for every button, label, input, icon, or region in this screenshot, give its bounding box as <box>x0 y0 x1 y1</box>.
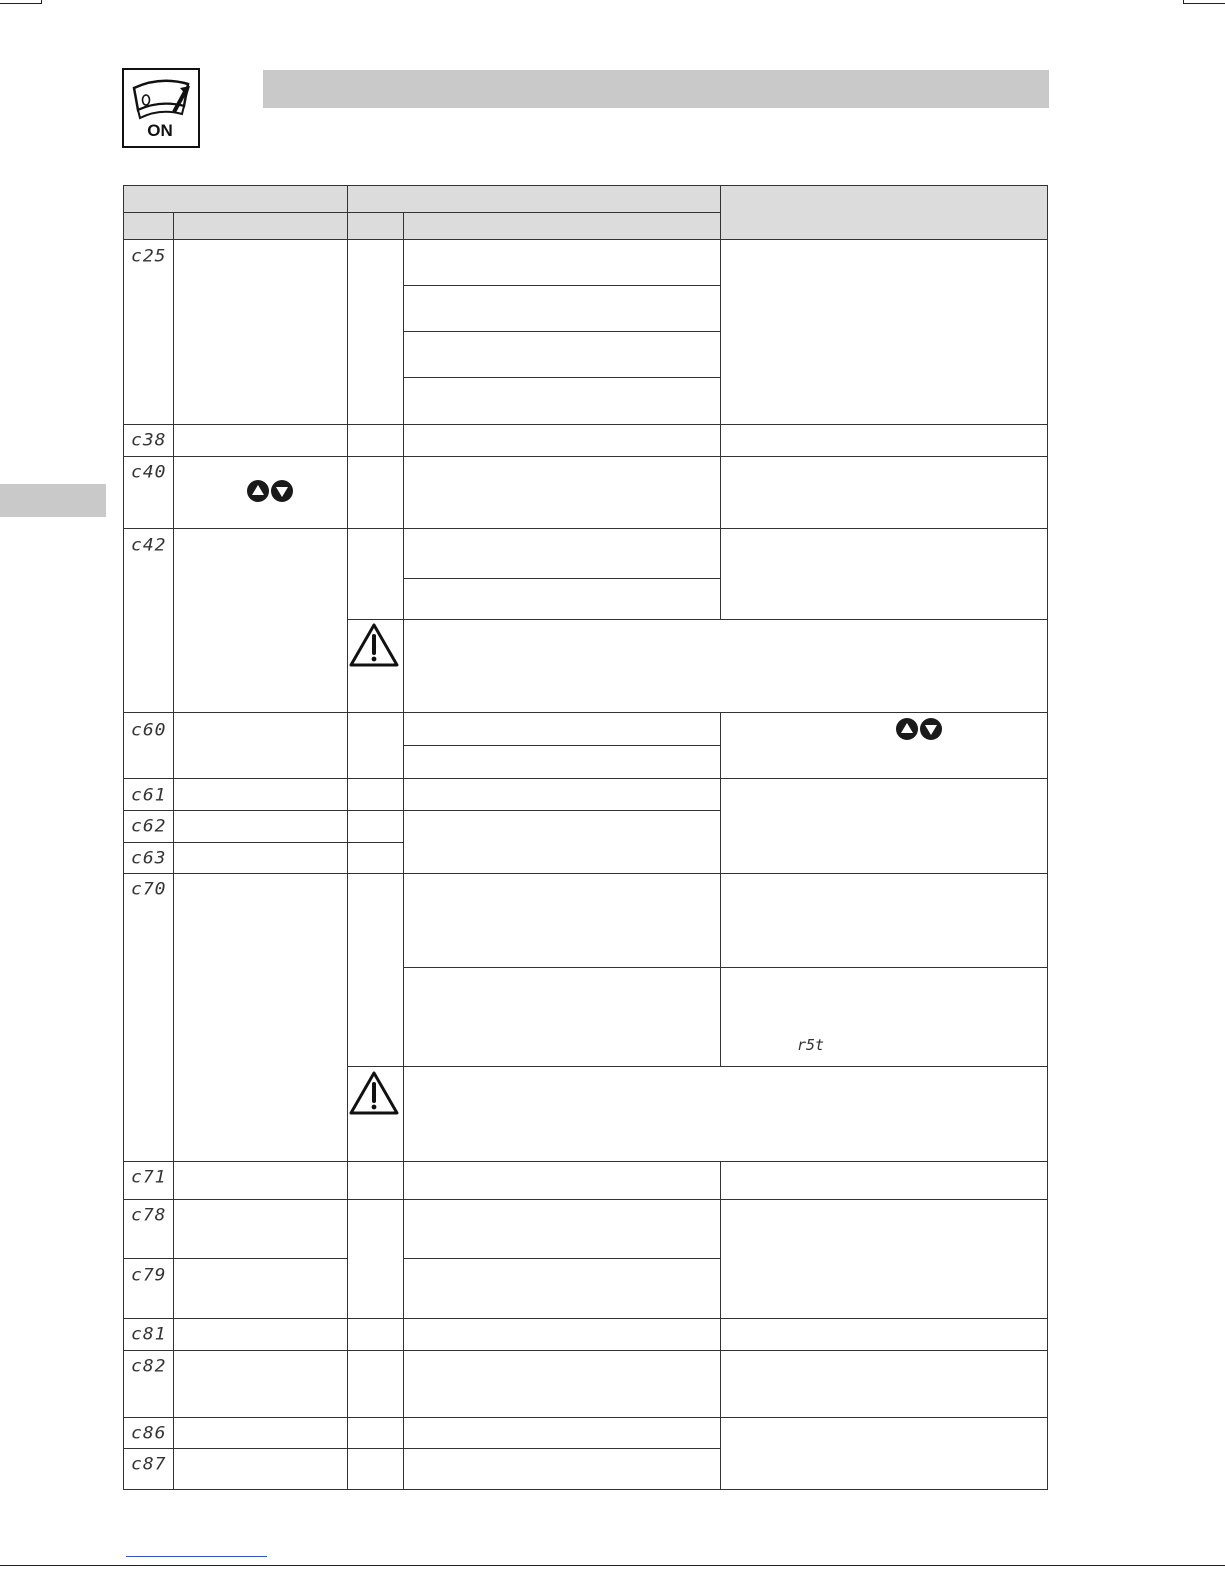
chapter-side-tab <box>0 484 106 517</box>
table-rule <box>720 1350 721 1417</box>
table-rule <box>403 239 404 424</box>
table-rule <box>403 528 404 713</box>
param-code: c25 <box>131 246 167 267</box>
up-down-buttons <box>896 718 944 742</box>
table-rule <box>123 1448 720 1449</box>
svg-text:ON: ON <box>147 121 173 140</box>
table-rule <box>403 424 404 456</box>
table-rule <box>123 1161 1047 1162</box>
table-rule <box>123 1258 347 1259</box>
table-rule <box>403 578 720 579</box>
param-code: c62 <box>131 816 167 837</box>
section-title-bar <box>263 70 1049 108</box>
table-rule <box>403 1161 404 1199</box>
up-arrow-button-icon <box>896 718 918 740</box>
param-code: c82 <box>131 1356 167 1377</box>
table-rule <box>123 712 1047 713</box>
table-rule <box>720 1161 721 1199</box>
param-code: c38 <box>131 430 167 451</box>
param-code: c79 <box>131 1265 167 1286</box>
table-rule <box>403 778 404 873</box>
param-code: c40 <box>131 462 167 483</box>
table-rule <box>403 1318 404 1350</box>
crop-mark-top-left-v <box>41 0 42 4</box>
table-rule <box>720 456 721 529</box>
table-rule <box>123 528 1047 529</box>
warning-triangle-icon <box>348 622 400 668</box>
table-rule <box>123 1489 1047 1490</box>
table-rule <box>720 712 721 779</box>
table-rule <box>403 377 720 378</box>
table-rule <box>123 456 1047 457</box>
table-rule <box>720 1318 721 1350</box>
table-rule <box>123 1199 1047 1200</box>
table-rule <box>403 285 720 286</box>
param-code: c81 <box>131 1324 167 1345</box>
table-rule <box>403 1258 720 1259</box>
table-rule <box>123 424 1047 425</box>
table-rule <box>720 528 721 619</box>
display-code-rst: r5t <box>797 1036 825 1054</box>
table-rule <box>403 1350 404 1417</box>
table-rule <box>403 745 720 746</box>
table-rule <box>347 1066 1047 1067</box>
table-rule <box>720 185 721 239</box>
footer-rule <box>0 1565 1225 1566</box>
table-rule <box>123 810 720 811</box>
table-rule <box>347 185 348 1489</box>
table-rule <box>1047 185 1048 1490</box>
table-rule <box>123 842 403 843</box>
param-code: c61 <box>131 785 167 806</box>
table-rule <box>123 1350 1047 1351</box>
param-code: c71 <box>131 1167 167 1188</box>
param-code: c78 <box>131 1205 167 1226</box>
up-arrow-button-icon <box>247 480 269 502</box>
table-rule <box>403 873 404 1161</box>
power-switch-on-icon <box>122 68 200 148</box>
footer-link-underline[interactable] <box>126 1556 267 1557</box>
up-down-buttons <box>247 480 295 504</box>
table-rule <box>123 778 1047 779</box>
table-header <box>123 185 1047 239</box>
crop-mark-top-left <box>0 3 42 4</box>
table-rule <box>347 619 1047 620</box>
table-rule <box>123 239 1047 240</box>
crop-mark-top-right <box>1183 3 1225 4</box>
down-arrow-button-icon <box>271 480 293 502</box>
param-code: c63 <box>131 848 167 869</box>
crop-mark-top-right-v <box>1183 0 1184 4</box>
param-code: c86 <box>131 1423 167 1444</box>
table-rule <box>123 212 720 213</box>
down-arrow-button-icon <box>920 718 942 740</box>
table-rule <box>720 1199 721 1318</box>
table-rule <box>403 1417 404 1489</box>
table-rule <box>403 1199 404 1318</box>
param-code: c70 <box>131 879 167 900</box>
table-rule <box>123 1318 1047 1319</box>
table-rule <box>720 873 721 1066</box>
table-rule <box>123 1417 1047 1418</box>
table-rule <box>173 212 174 1489</box>
table-rule <box>403 331 720 332</box>
table-rule <box>123 873 1047 874</box>
warning-triangle-icon <box>348 1070 400 1116</box>
table-rule <box>720 1417 721 1489</box>
param-code: c60 <box>131 720 167 741</box>
table-rule <box>403 456 404 529</box>
param-code: c87 <box>131 1454 167 1475</box>
table-rule <box>123 185 1047 186</box>
table-rule <box>123 185 124 1489</box>
table-rule <box>403 212 404 239</box>
table-rule <box>720 424 721 456</box>
param-code: c42 <box>131 535 167 556</box>
table-rule <box>403 712 404 779</box>
table-rule <box>720 239 721 424</box>
table-rule <box>720 778 721 873</box>
table-rule <box>403 967 1047 968</box>
